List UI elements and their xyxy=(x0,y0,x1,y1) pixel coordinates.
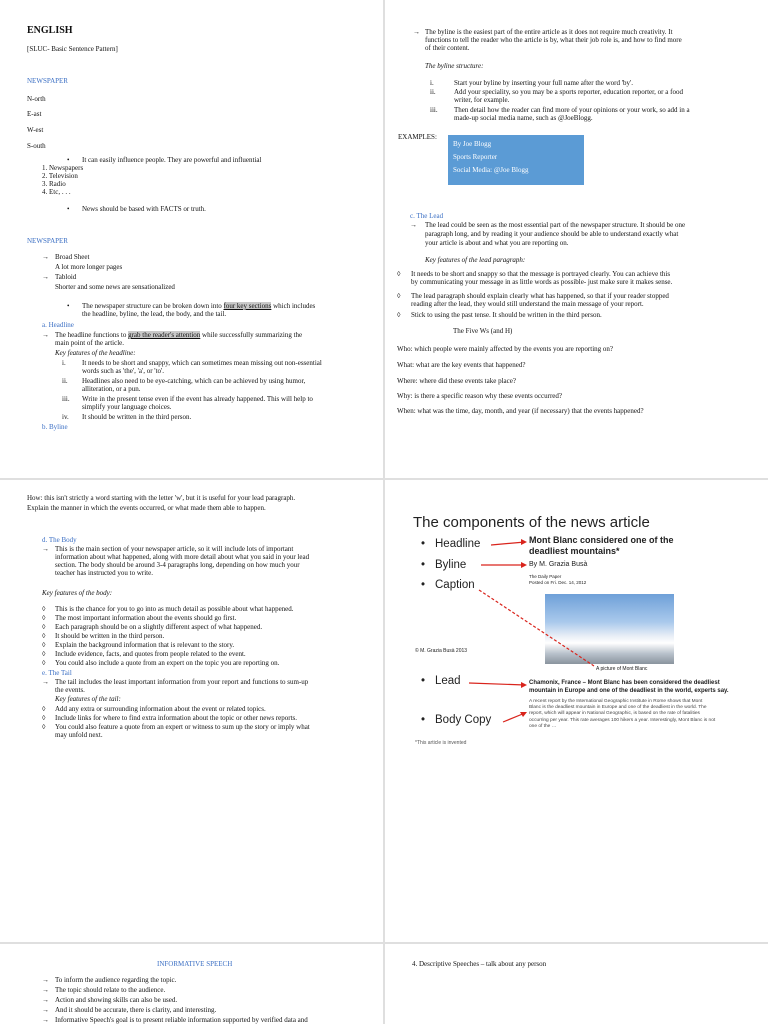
broadsheet-label: Broad Sheet xyxy=(55,253,90,261)
body-feature-item: This is the chance for you to go into as much detail as possible about what happened. xyxy=(55,605,294,613)
structure-line: made-up social media name, such as @JoeBlogg. xyxy=(454,114,593,122)
structure-line: Add your speciality, so you may be a sports reporter, education reporter, or a food xyxy=(454,88,683,96)
sample-lead: Chamonix, France – Mont Blanc has been considered the deadliest mountain in Europe and one of the deadliest in the world, experts say. xyxy=(529,680,729,694)
caption-arrow xyxy=(479,590,594,666)
sample-headline: Mont Blanc considered one of the deadliest mountains* xyxy=(529,535,674,556)
body-desc-line: section. The body should be around 3-4 paragraphs long, depending on how much your xyxy=(55,561,300,569)
label-headline: Headline xyxy=(435,538,481,550)
lead-desc-line: paragraph long, and by reading it your audience should be able to understand exactly what xyxy=(425,230,679,238)
lead-section-label: c. The Lead xyxy=(410,212,444,220)
page-3 xyxy=(0,480,383,942)
diamond-bullet-icon: ◊ xyxy=(397,270,401,278)
headline-arrow xyxy=(491,542,525,545)
media-list-item: 4. Etc, . . . xyxy=(42,188,71,196)
body-feature-item: It should be written in the third person. xyxy=(55,632,165,640)
diamond-bullet-icon: ◊ xyxy=(42,641,46,649)
lead-feature-line: Stick to using the past tense. It should be written in the third person. xyxy=(411,311,602,319)
body-feature-item: Include evidence, facts, and quotes from people related to the event. xyxy=(55,650,246,658)
page-6 xyxy=(385,944,768,1024)
examples-label: EXAMPLES: xyxy=(398,133,437,141)
lead-desc-line: your article is about and what you are reporting on. xyxy=(425,239,569,247)
sample-byline: By M. Grazia Busà xyxy=(529,561,588,568)
figure-title: The components of the news article xyxy=(413,514,650,531)
body-desc-line: This is the main section of your newspaper article, so it will include lots of important xyxy=(55,545,294,553)
tail-section-label: e. The Tail xyxy=(42,669,72,677)
feature-number: iv. xyxy=(62,413,69,421)
diamond-bullet-icon: ◊ xyxy=(42,705,46,713)
bullet-dot-icon: • xyxy=(421,579,426,591)
diamond-bullet-icon: ◊ xyxy=(42,659,46,667)
lead-arrow xyxy=(469,683,525,685)
arrow-icon: → xyxy=(42,273,49,281)
lead-features-label: Key features of the lead paragraph: xyxy=(425,256,526,264)
tail-feature-line: Add any extra or surrounding information about the event or related topics. xyxy=(55,705,266,713)
page-1 xyxy=(0,0,383,478)
speech-item: The topic should relate to the audience. xyxy=(55,986,166,994)
example-byline: By Joe Blogg xyxy=(453,140,492,148)
copyright-text: © M. Grazia Busà 2013 xyxy=(415,648,468,654)
annotation-arrows xyxy=(399,494,755,756)
speech-item: Action and showing skills can also be used. xyxy=(55,996,178,1004)
how-text-line: How: this isn't strictly a word starting with the letter 'w', but it is useful for your lead paragraph. xyxy=(27,494,296,502)
document-title: ENGLISH xyxy=(27,25,73,36)
arrow-icon: → xyxy=(42,678,49,686)
arrow-icon: → xyxy=(42,1016,49,1024)
direction-south: S-outh xyxy=(27,142,46,150)
feature-number: iii. xyxy=(62,395,70,403)
feature-number: i. xyxy=(62,359,66,367)
direction-east: E-ast xyxy=(27,110,42,118)
structure-line: Then detail how the reader can find more of your opinions or your work, so add in a xyxy=(454,106,690,114)
lead-feature-line: The lead paragraph should explain clearly what has happened, so that if your reader stopped xyxy=(411,292,669,300)
lead-feature-line: reading after the lead, they would still understand the main message of your report. xyxy=(411,300,644,308)
example-role: Sports Reporter xyxy=(453,153,498,161)
body-features-label: Key features of the body: xyxy=(42,589,113,597)
five-ws-item: What: what are the key events that happened? xyxy=(397,361,526,369)
diamond-bullet-icon: ◊ xyxy=(42,605,46,613)
headline-features-label: Key features of the headline: xyxy=(55,349,136,357)
diamond-bullet-icon: ◊ xyxy=(42,614,46,622)
label-body-copy: Body Copy xyxy=(435,714,492,726)
byline-example-box xyxy=(448,135,584,185)
label-caption: Caption xyxy=(435,579,475,591)
diamond-bullet-icon: ◊ xyxy=(397,311,401,319)
byline-structure-label: The byline structure: xyxy=(425,62,484,70)
diamond-bullet-icon: ◊ xyxy=(397,292,401,300)
arrow-icon: → xyxy=(42,253,49,261)
structure-line-2: the headline, byline, the lead, the body, and the tail. xyxy=(82,310,227,318)
byline-section-label: b. Byline xyxy=(42,423,68,431)
byline-desc-line: functions to tell the reader who the article is by, what their job role is, and how to find more xyxy=(425,36,682,44)
document-subtitle: [SLUC- Basic Sentence Pattern] xyxy=(27,45,118,53)
lead-feature-line: by communicating your message in as little words as possible- just make sure it makes sense. xyxy=(411,278,673,286)
feature-number: ii. xyxy=(62,377,68,385)
bullet-dot-icon: • xyxy=(421,714,426,726)
arrow-icon: → xyxy=(410,221,417,229)
feature-line: simplify your language choices. xyxy=(82,403,172,411)
arrowhead-icon xyxy=(521,562,527,568)
five-ws-item: Where: where did these events take place? xyxy=(397,377,516,385)
newspaper-heading: NEWSPAPER xyxy=(27,77,68,85)
byline-desc-line: The byline is the easiest part of the entire article as it does not require much creativity. It xyxy=(425,28,673,36)
body-section-label: d. The Body xyxy=(42,536,77,544)
diamond-bullet-icon: ◊ xyxy=(42,723,46,731)
body-feature-item: You could also include a quote from an expert on the topic you are reporting on. xyxy=(55,659,280,667)
diamond-bullet-icon: ◊ xyxy=(42,632,46,640)
news-article-figure xyxy=(399,494,755,756)
body-feature-item: Explain the background information that is relevant to the story. xyxy=(55,641,235,649)
direction-north: N-orth xyxy=(27,95,46,103)
headline-section-label: a. Headline xyxy=(42,321,74,329)
footnote: *This article is invented xyxy=(415,740,467,746)
feature-line: Headlines also need to be eye-catching, which can be achieved by using humor, xyxy=(82,377,306,385)
page-4 xyxy=(385,480,768,942)
sample-body-copy: A recent report by the International Geographic Institute in Rome shows that Mont Blanc is the deadliest mountain in Europe and one of the deadliest in the world. The report, which will appear in National Geographic, is based on the rate of fatalities occurring per year. This rate averages 100 hikers a year. Interestingly, Mont Blanc is not one of the … xyxy=(529,699,716,729)
body-feature-item: Each paragraph should be on a slightly different aspect of what happened. xyxy=(55,623,263,631)
arrow-icon: → xyxy=(413,28,420,36)
tabloid-label: Tabloid xyxy=(55,273,77,281)
diamond-bullet-icon: ◊ xyxy=(42,714,46,722)
arrow-icon: → xyxy=(42,986,49,994)
arrow-icon: → xyxy=(42,996,49,1004)
feature-line: Write in the present tense even if the event has already happened. This will help to xyxy=(82,395,313,403)
bullet-dot-icon: • xyxy=(67,302,70,310)
tail-features-label: Key features of the tail: xyxy=(55,695,121,703)
arrow-icon: → xyxy=(42,545,49,553)
speech-item: Informative Speech's goal is to present reliable information supported by verified data and xyxy=(55,1016,308,1024)
arrow-icon: → xyxy=(42,331,49,339)
label-byline: Byline xyxy=(435,559,467,571)
headline-desc-line-1: The headline functions to grab the reader's attention while successfully summarizing the xyxy=(55,331,303,339)
arrowhead-icon xyxy=(521,539,527,545)
lead-desc-line: The lead could be seen as the most essential part of the newspaper structure. It should be one xyxy=(425,221,686,229)
five-ws-title: The Five Ws (and H) xyxy=(453,327,513,335)
bullet-dot-icon: • xyxy=(67,156,70,164)
label-lead: Lead xyxy=(435,675,461,687)
informative-speech-heading: INFORMATIVE SPEECH xyxy=(157,960,233,968)
structure-line: Start your byline by inserting your full name after the word 'by'. xyxy=(454,79,634,87)
arrowhead-icon xyxy=(521,682,527,688)
diamond-bullet-icon: ◊ xyxy=(42,650,46,658)
five-ws-item: When: what was the time, day, month, and year (if necessary) that the events happened? xyxy=(397,407,644,415)
arrow-icon: → xyxy=(42,1006,49,1014)
arrow-icon: → xyxy=(42,976,49,984)
influence-bullet: It can easily influence people. They are powerful and influential xyxy=(82,156,262,164)
feature-line: It needs to be short and snappy, which can sometimes mean missing out non-essential xyxy=(82,359,322,367)
bullet-dot-icon: • xyxy=(421,538,426,550)
structure-number: ii. xyxy=(430,88,436,96)
media-list-item: 1. Newspapers xyxy=(42,164,84,172)
bullet-dot-icon: • xyxy=(67,205,70,213)
bullet-dot-icon: • xyxy=(421,559,426,571)
how-text-line: Explain the manner in which the events occurred, or what made them able to happen. xyxy=(27,504,266,512)
media-list-item: 3. Radio xyxy=(42,180,66,188)
headline-desc-line-2: main point of the article. xyxy=(55,339,125,347)
speech-item: To inform the audience regarding the topic. xyxy=(55,976,177,984)
structure-number: iii. xyxy=(430,106,438,114)
broadsheet-note: A lot more longer pages xyxy=(55,263,123,271)
feature-line: alliteration, or a pun. xyxy=(82,385,141,393)
descriptive-speech-item: 4. Descriptive Speeches – talk about any person xyxy=(412,960,547,968)
feature-line: It should be written in the third person. xyxy=(82,413,192,421)
five-ws-item: Who: which people were mainly affected by the events you are reporting on? xyxy=(397,345,614,353)
speech-item: And it should be accurate, there is clarity, and interesting. xyxy=(55,1006,217,1014)
body-feature-item: The most important information about the events should go first. xyxy=(55,614,237,622)
structure-line: writer, for example. xyxy=(454,96,510,104)
facts-bullet: News should be based with FACTS or truth. xyxy=(82,205,206,213)
media-list-item: 2. Television xyxy=(42,172,78,180)
byline-desc-line: of their content. xyxy=(425,44,470,52)
tail-feature-line: Include links for where to find extra information about the topic or other news reports. xyxy=(55,714,298,722)
body-desc-line: information about what happened, along with more detail about what you said in your lead xyxy=(55,553,310,561)
structure-line-1: The newspaper structure can be broken down into four key sections which includes xyxy=(82,302,316,310)
diamond-bullet-icon: ◊ xyxy=(42,623,46,631)
newspaper-heading-2: NEWSPAPER xyxy=(27,237,68,245)
structure-number: i. xyxy=(430,79,434,87)
direction-west: W-est xyxy=(27,126,44,134)
photo-caption: A picture of Mont Blanc xyxy=(596,666,648,672)
tail-desc-line: The tail includes the least important information from your report and functions to sum-up xyxy=(55,678,309,686)
sample-paper-info: The Daily Paper Posted on Fri. Dec. 14, 2012 xyxy=(529,574,587,585)
lead-feature-line: It needs to be short and snappy so that the message is portrayed clearly. You can achieve this xyxy=(411,270,671,278)
page-5 xyxy=(0,944,383,1024)
body-desc-line: teacher has instructed you to write. xyxy=(55,569,153,577)
tail-feature-line: You could also feature a quote from an expert or witness to sum up the story or imply what xyxy=(55,723,310,731)
page-2 xyxy=(385,0,768,478)
five-ws-item: Why: is there a specific reason why these events occurred? xyxy=(397,392,563,400)
tabloid-note: Shorter and some news are sensationalized xyxy=(55,283,175,291)
feature-line: words such as 'the', 'a', or 'to'. xyxy=(82,367,165,375)
tail-feature-line: may unfold next. xyxy=(55,731,103,739)
tail-desc-line: the events. xyxy=(55,686,85,694)
bullet-dot-icon: • xyxy=(421,675,426,687)
example-social: Social Media: @Joe Blogg xyxy=(453,166,529,174)
